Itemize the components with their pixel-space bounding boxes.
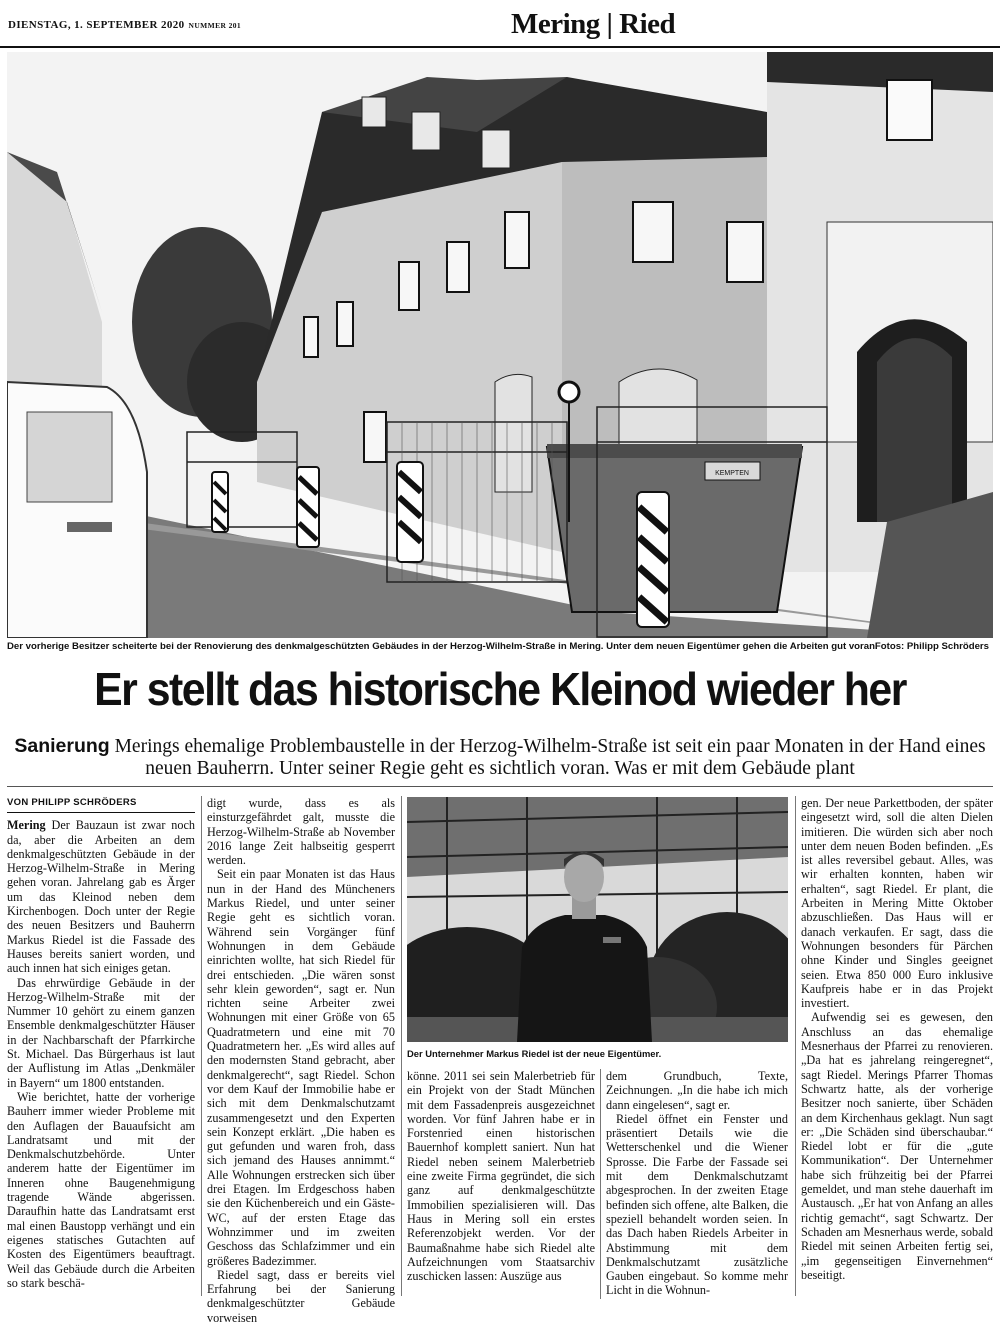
portrait-illustration: [407, 797, 788, 1042]
portrait-photo: [407, 797, 788, 1042]
issue-number: NUMMER 201: [188, 21, 242, 30]
dateline: [8, 19, 241, 31]
page-header: [0, 0, 1000, 46]
photo-credit: Fotos: Philipp Schröders: [874, 641, 989, 652]
date: DIENSTAG, 1. SEPTEMBER 2020: [8, 19, 185, 31]
column-3: [407, 1069, 595, 1283]
column-divider: [401, 796, 402, 1296]
subheadline: [0, 735, 1000, 780]
photo-caption-text: Der vorherige Besitzer scheiterte bei der Renovierung des denkmalgeschützten Gebäudes in der Herzog-Wilhelm-Straße in Mering. Unter dem neuen Eigentümer gehen die Arbeiten gut voran.: [7, 641, 878, 652]
paragraph: Seit ein paar Monaten ist das Haus nun in der Hand des Müncheners Markus Riedel, und unter seiner Regie geht es sichtlich voran. Während sein Vorgänger fünf Wohnungen in dem Gebäude einrichten wollte, hat sich Riedel für drei entschieden. „Die wären sonst sehr klein geworden“, sagt er. Nun richten seine Arbeiter zwei Wohnungen mit einer Größe von 65 Quadratmetern und eine mit 70 Quadratmetern her. „Es wird alles auf den modernsten Stand gebracht, aber denkmalgerecht“, sagt Riedel. Schon vor dem Kauf der Immobilie habe er sich mit dem Denkmalschutzamt zusammengesetzt und den Experten sein Konzept erklärt. „Die haben es gut gefunden und waren froh, dass sich jemand des Hauses annimmt.“ Alle Wohnungen erstrecken sich über drei Etagen. Im Erdgeschoss haben sie den Küchenbereich und ein Gäste-WC, auf der ersten Etage das Wohnzimmer und im zweiten Geschoss das Schlafzimmer und ein größeres Badezimmer.: [207, 867, 395, 1268]
paragraph: Aufwendig sei es gewesen, den Anschluss an das ehemalige Mesnerhaus der Pfarrei zu renovieren. „Da hat es jahrelang reingeregnet“, sagt Riedel. Merings Pfarrer Thomas Schwartz hatte, als der vorherige Besitzer noch sanierte, über Schäden an dem Kirchenhaus geklagt. Nun sagt er: „Die Schäden sind überschaubar.“ Riedel lobt er für die „gute Kommunikation“. Der Unternehmer habe sich frühzeitig bei der Pfarrei gemeldet, und man stehe dauerhaft im Austausch. „Er hat von Anfang an alles richtig gemacht“, sagt Schwartz. Der Schaden am Mesnerhaus werde, sobald Riedel mit seinen Arbeiten fertig sei, „im gegenseitigen Einvernehmen“ beseitigt.: [801, 1010, 993, 1282]
photo-caption: [7, 641, 993, 652]
column-1: [7, 796, 195, 1290]
section-title: Mering | Ried: [511, 8, 676, 40]
paragraph: gen. Der neue Parkettboden, der später eingesetzt wird, soll die alten Dielen imitieren. Die würden sich aber noch unter dem neuen Boden befinden. „Es ist alles reversibel gebaut. Alles, was wir erhalten konnten, haben wir erhalten“, sagt Riedel. Er plant, die Arbeiten in Mering Mitte Oktober abzuschließen. Das Haus will er danach verkaufen. Er sagt, dass die Wohnungen besonders für Pärchen ohne Kinder und Singles geeignet seien. Etwa 850 000 Euro inklusive Kaufpreis habe er in das Projekt investiert.: [801, 796, 993, 1011]
headline: Er stellt das historische Kleinod wieder her: [94, 663, 906, 715]
column-4: [606, 1069, 788, 1298]
column-divider: [600, 1069, 601, 1299]
header-rule: [0, 46, 1000, 48]
container-sign: KEMPTEN: [715, 470, 749, 477]
subheadline-text: Merings ehemalige Problembaustelle in der Herzog-Wilhelm-Straße ist seit ein paar Monaten in der Hand eines neuen Bauherrn. Unter seiner Regie geht es sichtlich voran. Was er mit dem Gebäude plant: [114, 736, 986, 779]
column-2: [207, 796, 395, 1325]
paragraph: digt wurde, dass es als einsturzgefährdet galt, musste die Herzog-Wilhelm-Straße ab November 2016 lange Zeit halbseitig gesperrt werden.: [207, 796, 395, 868]
paragraph: Riedel sagt, dass er bereits viel Erfahrung bei der Sanierung denkmalgeschützter Gebäude vorweisen: [207, 1267, 395, 1325]
paragraph: Riedel öffnet ein Fenster und präsentiert Details wie die Wetterschenkel und die Wiener Sprosse. Die Farbe der Fassade sei mit dem Denkmalschutzamt abgesprochen. In der zweiten Etage befinden sich offene, alte Balken, die speziell behandelt worden seien. In das Dach haben Riedels Arbeiter in Abstimmung mit dem Denkmalschutzamt zusätzliche Gauben eingebaut. So komme mehr Licht in die Wohnun-: [606, 1111, 788, 1298]
paragraph: [7, 818, 195, 975]
column-divider: [795, 796, 796, 1296]
paragraph: Wie berichtet, hatte der vorherige Bauherr immer wieder Probleme mit den Auflagen der Bauaufsicht am Landratsamt und mit der Denkmalschutzbehörde. Unter anderem hatte der Eigentümer im Inneren ohne Baugenehmigung tragende Wände abgerissen. Daraufhin hatte das Landratsamt erst mal einen Baustopp verhängt und ein eigenes statisches Gutachten auf Kosten des Eigentümers beauftragt. Weil das Gebäude durch die Arbeiten so stark beschä-: [7, 1089, 195, 1290]
building-photo-illustration: [7, 52, 993, 638]
kicker: Sanierung: [14, 735, 110, 757]
column-5: [801, 796, 993, 1282]
paragraph: Das ehrwürdige Gebäude in der Herzog-Wilhelm-Straße mit der Nummer 10 gehört zu einem ganzen Ensemble denkmalgeschützter Häuser in der Nachbarschaft der Pfarrkirche St. Michael. Das Bürgerhaus ist laut der Auflistung im Atlas „Denkmäler in Bayern“ um 1800 entstanden.: [7, 975, 195, 1090]
main-photo: [7, 52, 993, 638]
byline: VON PHILIPP SCHRÖDERS: [7, 796, 195, 813]
paragraph: dem Grundbuch, Texte, Zeichnungen. „In die habe ich mich dann eingelesen“, sagt er.: [606, 1069, 788, 1112]
subheadline-rule: [7, 786, 993, 787]
dateline-lead: Mering: [7, 818, 46, 833]
portrait-caption: Der Unternehmer Markus Riedel ist der neue Eigentümer.: [407, 1048, 662, 1059]
column-divider: [201, 796, 202, 1296]
paragraph-text: Der Bauzaun ist zwar noch da, aber die Arbeiten an dem denkmalgeschützten Gebäude in der Herzog-Wilhelm-Straße in Mering gehen voran. Jahrelang gab es Ärger um das Kleinod neben dem Kirchenbogen. Doch unter der Regie des neuen Besitzers und Bauherrn Markus Riedel ist die Fassade des Hauses bereits saniert worden, und auch innen hat sich einiges getan.: [7, 818, 195, 976]
paragraph: könne. 2011 sei sein Malerbetrieb für ein Projekt von der Stadt München mit dem Fassadenpreis ausgezeichnet worden. Vor fünf Jahren habe er in Forstenried einen historischen Bauernhof komplett saniert. Nun hat Riedel neben seinem Malerbetrieb eine zweite Firma gegründet, die sich ganz auf denkmalgeschützte Immobilien spezialisieren will. Das Haus in Mering soll ein erstes Referenzobjekt werden. Vor der Baumaßnahme habe sich Riedel alte Aufzeichnungen vom Staatsarchiv zuschicken lassen: Auszüge aus: [407, 1069, 595, 1284]
